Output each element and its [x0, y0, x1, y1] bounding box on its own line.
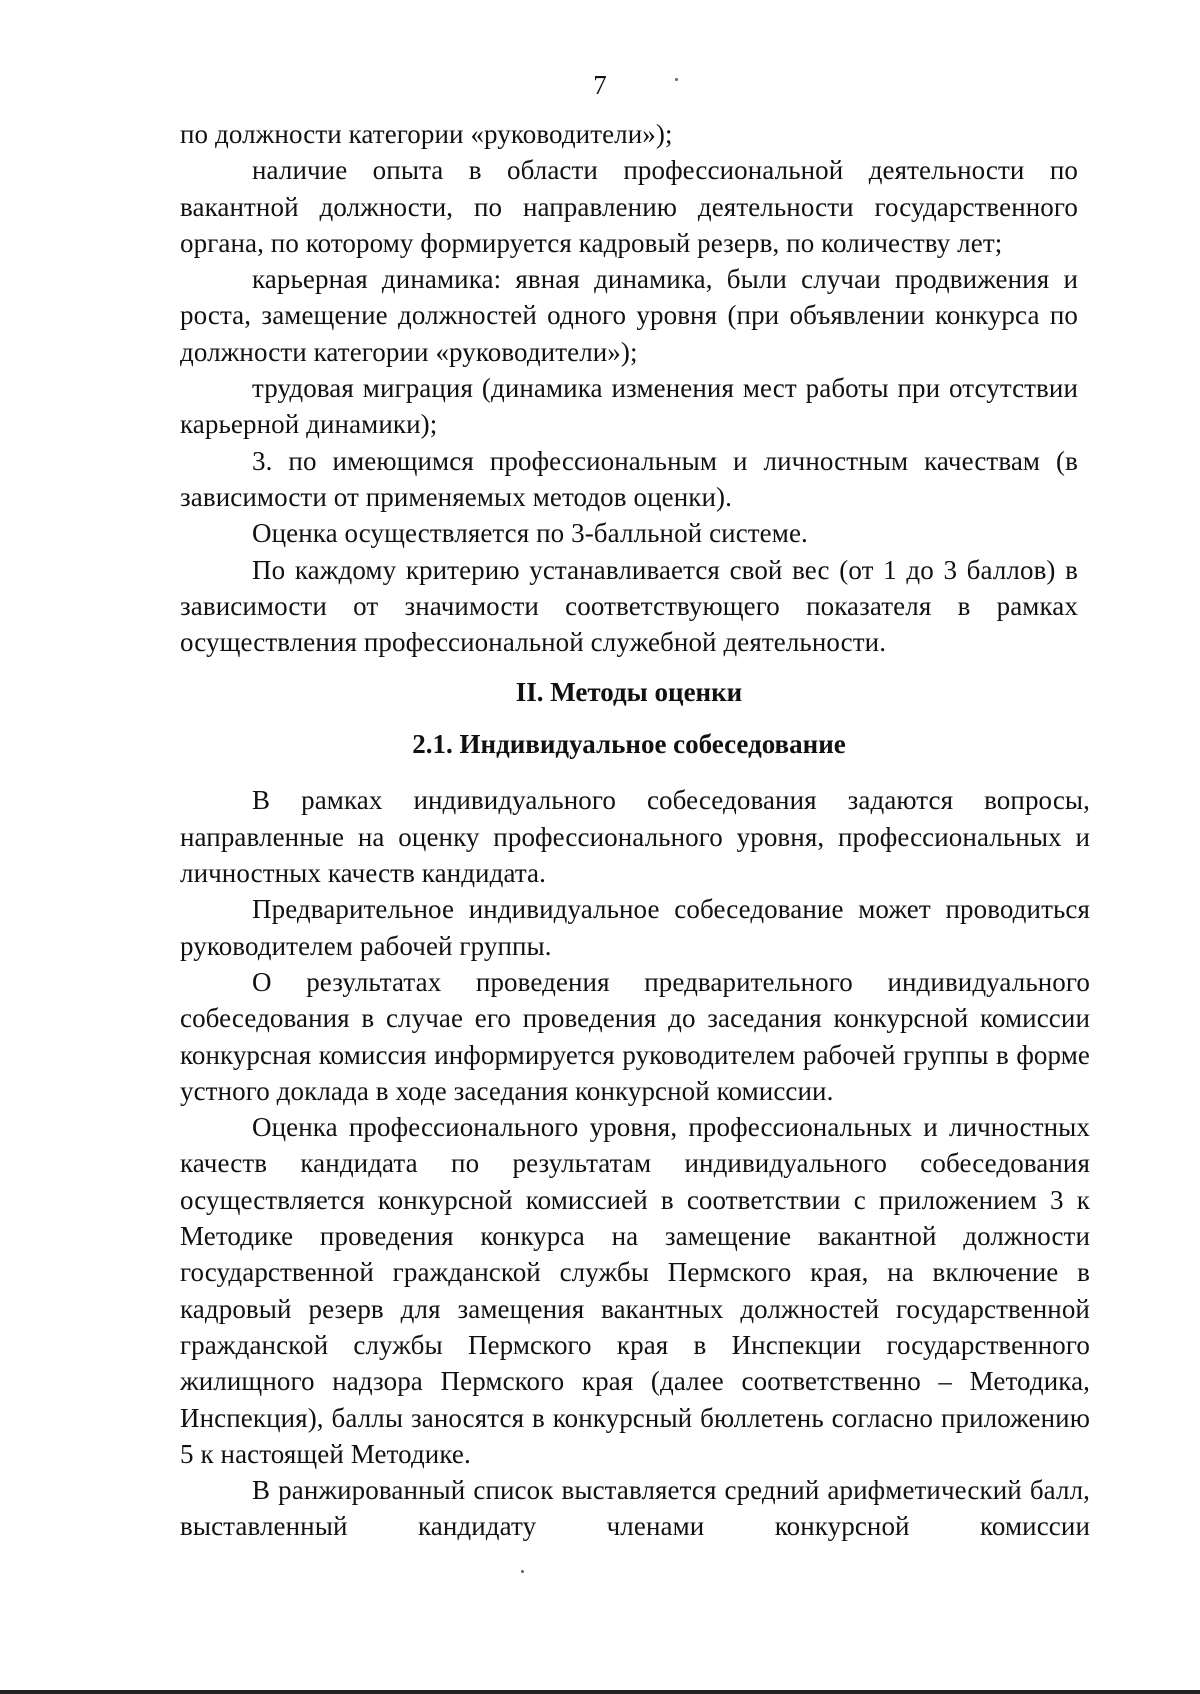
paragraph: Предварительное индивидуальное собеседование может проводиться руководителем рабочей группы.	[180, 894, 1090, 961]
paragraph: карьерная динамика: явная динамика, были случаи продвижения и роста, замещение должностей одного уровня (при объявлении конкурса по должности категории «руководители»);	[180, 264, 1078, 367]
scan-speck	[675, 78, 678, 81]
page-body	[180, 116, 1090, 1545]
subsection-heading: 2.1. Индивидуальное собеседование	[412, 729, 846, 760]
scan-speck	[521, 1570, 524, 1573]
paragraph: В ранжированный список выставляется средний арифметический балл, выставленный кандидату членами конкурсной комиссии	[180, 1475, 1090, 1542]
paragraph: наличие опыта в области профессиональной деятельности по вакантной должности, по направлению деятельности государственного органа, по которому формируется кадровый резерв, по количеству лет;	[180, 155, 1078, 258]
page-number: 7	[593, 70, 607, 100]
paragraph: В рамках индивидуального собеседования задаются вопросы, направленные на оценку профессионального уровня, профессиональных и личностных качеств кандидата.	[180, 785, 1090, 889]
paragraph: По каждому критерию устанавливается свой вес (от 1 до 3 баллов) в зависимости от значимости соответствующего показателя в рамках осуществления профессиональной служебной деятельности.	[180, 554, 1078, 658]
paragraph: трудовая миграция (динамика изменения мест работы при отсутствии карьерной динамики);	[180, 373, 1078, 440]
scan-edge	[0, 1690, 1200, 1694]
paragraph: Оценка профессионального уровня, профессиональных и личностных качеств кандидата по результатам индивидуального собеседования осуществляется конкурсной комиссией в соответствии с приложением 3 к Методике проведения конкурса на замещение вакантной должности государственной гражданской службы Пермского края, на включение в кадровый резерв для замещения вакантных должностей государственной гражданской службы Пермского края в Инспекции государственного жилищного надзора Пермского края (далее соответственно – Методика, Инспекция), баллы заносятся в конкурсный бюллетень согласно приложению 5 к настоящей Методике.	[180, 1112, 1090, 1469]
paragraph: 3. по имеющимся профессиональным и личностным качествам (в зависимости от применяемых методов оценки).	[180, 445, 1078, 512]
text-block-criteria	[180, 116, 1078, 660]
paragraph: О результатах проведения предварительного индивидуального собеседования в случае его проведения до заседания конкурсной комиссии конкурсная комиссия информируется руководителем рабочей группы в форме устного доклада в ходе заседания конкурсной комиссии.	[180, 966, 1090, 1106]
section-heading: II. Методы оценки	[515, 677, 743, 708]
paragraph: Оценка осуществляется по 3-балльной системе.	[252, 518, 808, 549]
paragraph: по должности категории «руководители»);	[180, 119, 673, 149]
text-block-interview	[180, 782, 1090, 1544]
